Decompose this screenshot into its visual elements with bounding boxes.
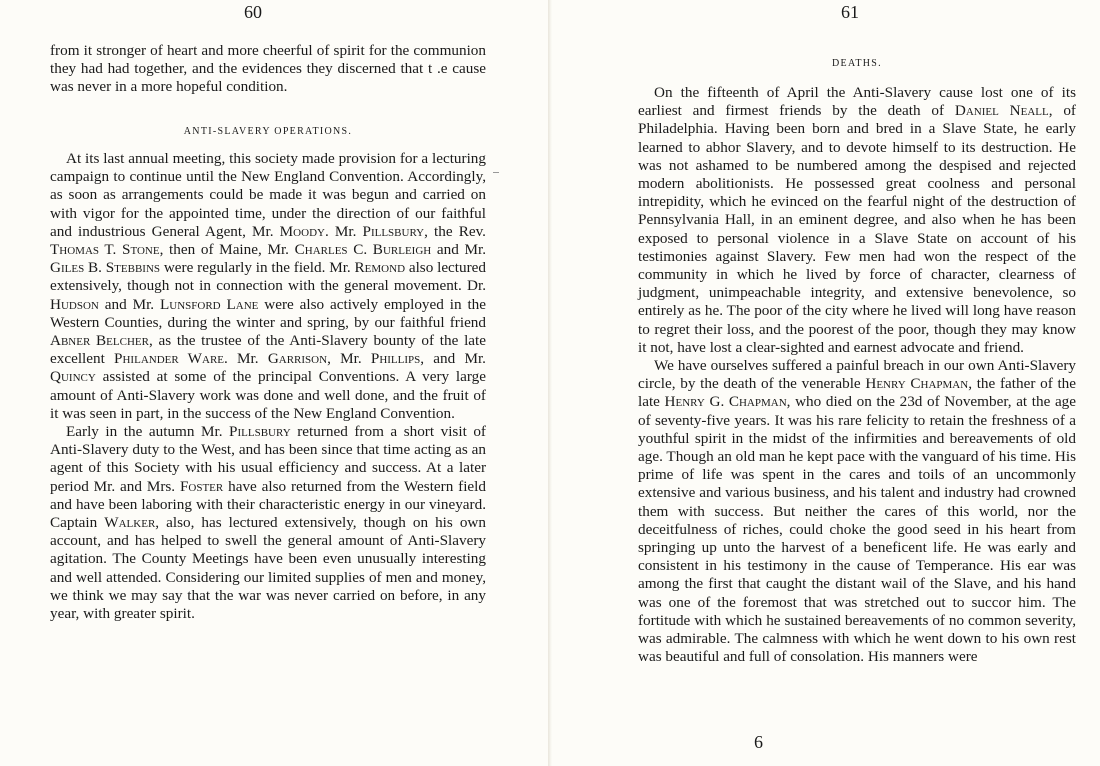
paragraph-daniel-neall: On the fifteenth of April the Anti-Slavery cause lost one of its earliest and firmest friends by the death of Daniel Neall, of Philadelphia. Having been born and bred in a Slave State, he early learned to abhor Slavery, and to devote himself to its destruction. He was not ashamed to be numbered among the despised and rejected modern abolitionists. He possessed great coolness and personal intrepidity, which he evinced on the fearful night of the destruction of Pennsylvania Hall, in an eminent degree, and also when he has been exposed to personal violence in a Slave State on account of his testimonies against Slavery. Few men had won the respect of the community in which he lived by force of character, clearness of judgment, unimpeachable integrity, and extensive benevolence, so entirely as he. The poor of the city where he lived will long have reason to regret their loss, and the poorest of the poor, though they may know it not, have lost a clear-sighted and earnest advocate and friend. [638, 84, 1076, 356]
right-page [550, 0, 1100, 766]
right-body-text [638, 84, 1076, 667]
paragraph-henry-chapman: We have ourselves suffered a painful breach in our own Anti-Slavery circle, by the death of the venerable Henry Chapman, the father of the late Henry G. Chapman, who died on the 23d of November, at the age of seventy-five years. It was his rare felicity to retain the freshness of a youthful spirit in the midst of the infirmities and bereavements of old age. Though an old man he kept pace with the vanguard of his time. His prime of life was spent in the cares and toils of an uncommonly extensive and various business, and his talent and industry had crowned them with success. But neither the cares of this world, nor the deceitfulness of riches, could choke the good seed in his heart from springing up unto the harvest of a beneficent life. He was early and consistent in his testimony in the cause of Temperance. His ear was among the first that caught the distant wail of the Slave, and his hand was one of the foremost that was stretched out to succor him. The fortitude with which he sustained bereavements of no common severity, was admirable. The calmness with which he went down to his own rest was beautiful and full of consolation. His manners were [638, 357, 1077, 666]
page-number-right: 61 [841, 2, 859, 22]
continued-text [50, 42, 486, 97]
paragraph-lecturing-campaign: At its last annual meeting, this society made provision for a lecturing campaign to continue until the New England Convention. Accordingly, as soon as arrangements could be made it was begun and carried on with vigor for the appointed time, under the direction of our faithful and industrious General Agent, Mr. Moody. Mr. Pillsbury, the Rev. Thomas T. Stone, then of Maine, Mr. Charles C. Burleigh and Mr. Giles B. Stebbins were regularly in the field. Mr. Remond also lectured extensively, though not in connection with the general movement. Dr. Hudson and Mr. Lunsford Lane were also actively employed in the Western Counties, during the winter and spring, by our faithful friend Abner Belcher, as the trustee of the Anti-Slavery bounty of the late excellent Philander Ware. Mr. Garrison, Mr. Phillips, and Mr. Quincy assisted at some of the principal Conventions. A very large amount of Anti-Slavery work was done and well done, and the fruit of it was seen in part, in the success of the New England Convention. [50, 150, 487, 422]
paragraph-autumn-agents: Early in the autumn Mr. Pillsbury returned from a short visit of Anti-Slavery duty to the West, and has been since that time acting as an agent of this Society with his usual efficiency and success. At a later period Mr. and Mrs. Foster have also returned from the Western field and have been laboring with their characteristic energy in our vineyard. Captain Walker, also, has lectured extensively, though on his own account, and has helped to swell the general amount of Anti-Slavery agitation. The County Meetings have been even unusually interesting and well attended. Considering our limited supplies of men and money, we think we may say that the war was never carried on before, in any year, with greater spirit. [50, 423, 486, 623]
left-body-text [50, 150, 486, 623]
continued-paragraph: from it stronger of heart and more cheerful of spirit for the communion they had had together, and the evidences they discerned that t .e cause was never in a more hopeful condition. [50, 42, 486, 96]
section-heading-deaths: DEATHS. [832, 58, 882, 69]
section-heading-anti-slavery-operations: ANTI-SLAVERY OPERATIONS. [183, 126, 353, 137]
page-number-left: 60 [244, 2, 262, 22]
signature-mark: 6 [754, 732, 763, 752]
margin-mark [493, 172, 499, 173]
